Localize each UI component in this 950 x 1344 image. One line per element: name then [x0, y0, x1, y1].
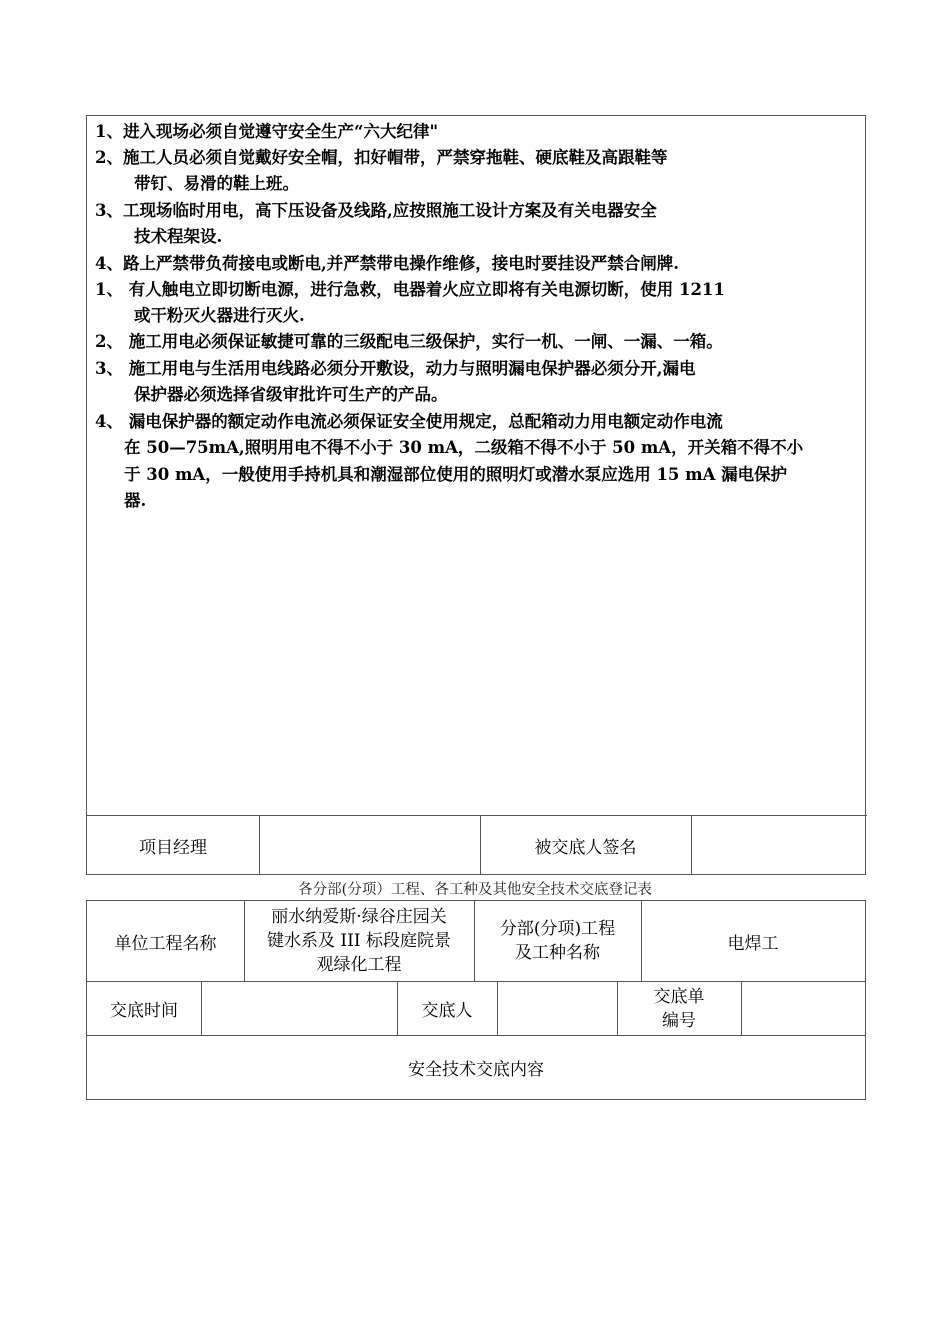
handover-time-field[interactable] — [201, 982, 397, 1035]
rule-line: 在 50—75mA,照明用电不得不小于 30 mA，二级箱不得不小于 50 mA，开关箱不得不小 — [124, 438, 804, 457]
handover-number-label — [617, 982, 741, 1035]
rule-line: 于 30 mA，一般使用手持机具和潮湿部位使用的照明灯或潜水泵应选用 15 mA 漏电保护 — [124, 465, 788, 484]
rule-line: 器. — [124, 491, 147, 510]
unit-project-value-line: 键水系及 III 标段庭院景 — [267, 931, 451, 951]
subproject-value: 电焊工 — [727, 933, 779, 954]
handover-number-field[interactable] — [741, 982, 865, 1035]
rule-line: 1、 有人触电立即切断电源，进行急救，电器着火应立即将有关电源切断，使用 1211 — [95, 280, 725, 299]
rule-line: 保护器必须选择省级审批许可生产的产品。 — [134, 385, 448, 404]
form-row-project — [87, 901, 865, 982]
rule-line: 2、 施工用电必须保证敏捷可靠的三级配电三级保护，实行一机、一闸、一漏、一箱。 — [95, 332, 723, 351]
recipient-signature-field[interactable] — [691, 816, 865, 874]
safety-rules-cell — [87, 116, 867, 816]
recipient-signature-label: 被交底人签名 — [534, 837, 637, 858]
subproject-label — [474, 901, 641, 981]
project-manager-signature-field[interactable] — [259, 816, 480, 874]
rule-line: 4、 漏电保护器的额定动作电流必须保证安全使用规定，总配箱动力用电额定动作电流 — [95, 412, 723, 431]
handover-form-table — [86, 900, 866, 1100]
form-caption: 各分部(分项）工程、各工种及其他安全技术交底登记表 — [298, 882, 652, 898]
rule-line: 4、路上严禁带负荷接电或断电,并严禁带电操作维修，接电时要挂设严禁合闸牌. — [95, 254, 679, 273]
unit-project-value-line: 丽水纳爱斯·绿谷庄园关 — [271, 907, 447, 927]
rule-line: 或干粉灭火器进行灭火. — [134, 306, 305, 325]
rule-line: 技术程架设. — [134, 227, 223, 246]
safety-content-table — [86, 115, 866, 875]
form-row-handover — [87, 982, 865, 1036]
rule-line: 3、工现场临时用电，高下压设备及线路,应按照施工设计方案及有关电器安全 — [95, 201, 657, 220]
rule-line: 2、施工人员必须自觉戴好安全帽，扣好帽带，严禁穿拖鞋、硬底鞋及高跟鞋等 — [95, 148, 668, 167]
rule-line: 1、进入现场必须自觉遵守安全生产“六大纪律" — [95, 122, 439, 141]
subproject-label-line: 及工种名称 — [515, 943, 600, 963]
unit-project-value-line: 观绿化工程 — [316, 955, 402, 975]
handover-time-label: 交底时间 — [110, 1001, 178, 1021]
project-manager-label: 项目经理 — [139, 837, 207, 858]
rule-line: 3、 施工用电与生活用电线路必须分开敷设，动力与照明漏电保护器必须分开,漏电 — [95, 359, 696, 378]
unit-project-label: 单位工程名称 — [114, 933, 217, 954]
handover-person-label: 交底人 — [421, 1001, 473, 1021]
content-title: 安全技术交底内容 — [408, 1060, 544, 1080]
signature-row — [87, 816, 867, 874]
handover-number-label-line: 编号 — [662, 1010, 696, 1031]
handover-number-label-line: 交底单 — [653, 986, 705, 1007]
rule-line: 带钉、易滑的鞋上班。 — [134, 174, 299, 193]
unit-project-value — [244, 901, 474, 981]
handover-person-field[interactable] — [497, 982, 617, 1035]
form-row-content-title — [87, 1036, 865, 1099]
subproject-label-line: 分部(分项)工程 — [499, 919, 616, 939]
